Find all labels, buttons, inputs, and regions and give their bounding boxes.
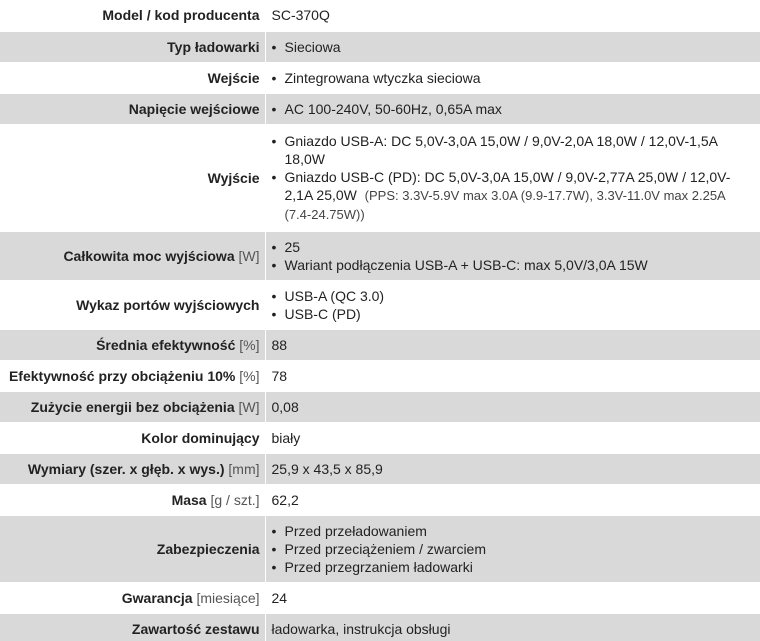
list-item: • Zintegrowana wtyczka sieciowa bbox=[272, 69, 754, 87]
list-item: • Wariant podłączenia USB-A + USB-C: max 5,0V/3,0A 15W bbox=[272, 256, 754, 274]
spec-label-text: Wymiary (szer. x głęb. x wys.) bbox=[27, 460, 225, 477]
spec-row-input-voltage bbox=[0, 93, 760, 124]
spec-label bbox=[0, 280, 265, 329]
spec-value bbox=[265, 280, 760, 329]
spec-label bbox=[0, 613, 265, 641]
spec-row-no-load bbox=[0, 391, 760, 422]
spec-label bbox=[0, 484, 265, 515]
spec-label-text: Masa bbox=[171, 491, 207, 508]
spec-value: 24 bbox=[265, 582, 760, 613]
usb-c-output-text: Gniazdo USB-C (PD): DC 5,0V-3,0A 15,0W / 9,0V-2,77A 25,0W / 12,0V-2,1A 25,0W bbox=[284, 168, 731, 203]
spec-label-text: Model / kod producenta bbox=[102, 7, 260, 24]
list-item: • AC 100-240V, 50-60Hz, 0,65A max bbox=[272, 100, 754, 118]
spec-row-input bbox=[0, 62, 760, 93]
spec-value bbox=[265, 515, 760, 582]
spec-label-text: Średnia efektywność bbox=[96, 336, 236, 353]
spec-row-warranty bbox=[0, 582, 760, 613]
spec-label-text: Zawartość zestawu bbox=[131, 620, 260, 637]
spec-label-text: Wyjście bbox=[207, 169, 260, 186]
spec-row-protections bbox=[0, 515, 760, 582]
spec-label bbox=[0, 391, 265, 422]
spec-label-text: Gwarancja bbox=[121, 589, 193, 606]
spec-label-text: Efektywność przy obciążeniu 10% bbox=[8, 367, 236, 384]
spec-label bbox=[0, 93, 265, 124]
spec-row-dimensions bbox=[0, 453, 760, 484]
pps-note: (PPS: 3.3V-5.9V max 3.0A (9.9-17.7W), 3.3V-11.0V max 2.25A (7.4-24.75W)) bbox=[284, 187, 726, 222]
spec-value: 88 bbox=[265, 329, 760, 360]
spec-row-efficiency-10 bbox=[0, 360, 760, 391]
spec-row-package-contents bbox=[0, 613, 760, 641]
list-item bbox=[272, 168, 754, 224]
list-item: • Przed przegrzaniem ładowarki bbox=[272, 558, 754, 576]
spec-label bbox=[0, 231, 265, 280]
spec-row-output bbox=[0, 124, 760, 231]
spec-label-text: Całkowita moc wyjściowa bbox=[63, 247, 235, 264]
spec-unit: [%] bbox=[239, 336, 260, 353]
spec-value: SC-370Q bbox=[265, 0, 760, 31]
spec-value: ładowarka, instrukcja obsługi bbox=[265, 613, 760, 641]
spec-value: 78 bbox=[265, 360, 760, 391]
spec-value bbox=[265, 93, 760, 124]
spec-label bbox=[0, 515, 265, 582]
list-item: • USB-C (PD) bbox=[272, 305, 754, 323]
spec-label bbox=[0, 422, 265, 453]
spec-label bbox=[0, 582, 265, 613]
spec-label bbox=[0, 453, 265, 484]
spec-label-text: Wykaz portów wyjściowych bbox=[76, 296, 260, 313]
spec-value bbox=[265, 31, 760, 62]
list-item: • USB-A (QC 3.0) bbox=[272, 287, 754, 305]
list-item: • Gniazdo USB-A: DC 5,0V-3,0A 15,0W / 9,0V-2,0A 18,0W / 12,0V-1,5A 18,0W bbox=[272, 132, 754, 168]
spec-label bbox=[0, 360, 265, 391]
spec-row-charger-type bbox=[0, 31, 760, 62]
list-item: • Przed przeciążeniem / zwarciem bbox=[272, 540, 754, 558]
list-item: • Przed przeładowaniem bbox=[272, 522, 754, 540]
spec-value bbox=[265, 62, 760, 93]
spec-unit: [W] bbox=[238, 398, 260, 415]
spec-row-output-ports bbox=[0, 280, 760, 329]
spec-value: 0,08 bbox=[265, 391, 760, 422]
spec-label bbox=[0, 124, 265, 231]
spec-label-text: Napięcie wejściowe bbox=[128, 100, 260, 117]
spec-label bbox=[0, 62, 265, 93]
list-item: • Sieciowa bbox=[272, 38, 754, 56]
spec-label bbox=[0, 0, 265, 31]
spec-label bbox=[0, 329, 265, 360]
spec-unit: [mm] bbox=[228, 460, 260, 477]
spec-row-mass bbox=[0, 484, 760, 515]
spec-value: 62,2 bbox=[265, 484, 760, 515]
spec-value bbox=[265, 124, 760, 231]
spec-unit: [g / szt.] bbox=[210, 491, 260, 508]
spec-label-text: Kolor dominujący bbox=[141, 429, 260, 446]
spec-row-avg-efficiency bbox=[0, 329, 760, 360]
spec-unit: [miesiące] bbox=[196, 589, 260, 606]
spec-row-model bbox=[0, 0, 760, 31]
spec-label-text: Zużycie energii bez obciążenia bbox=[30, 398, 235, 415]
list-item: • 25 bbox=[272, 238, 754, 256]
spec-row-color bbox=[0, 422, 760, 453]
spec-label-text: Typ ładowarki bbox=[167, 38, 260, 55]
spec-value bbox=[265, 231, 760, 280]
spec-value: 25,9 x 43,5 x 85,9 bbox=[265, 453, 760, 484]
spec-label-text: Zabezpieczenia bbox=[156, 540, 260, 557]
spec-value: biały bbox=[265, 422, 760, 453]
spec-unit: [%] bbox=[239, 367, 260, 384]
spec-row-total-power bbox=[0, 231, 760, 280]
spec-label-text: Wejście bbox=[207, 69, 260, 86]
spec-unit: [W] bbox=[238, 247, 260, 264]
spec-label bbox=[0, 31, 265, 62]
